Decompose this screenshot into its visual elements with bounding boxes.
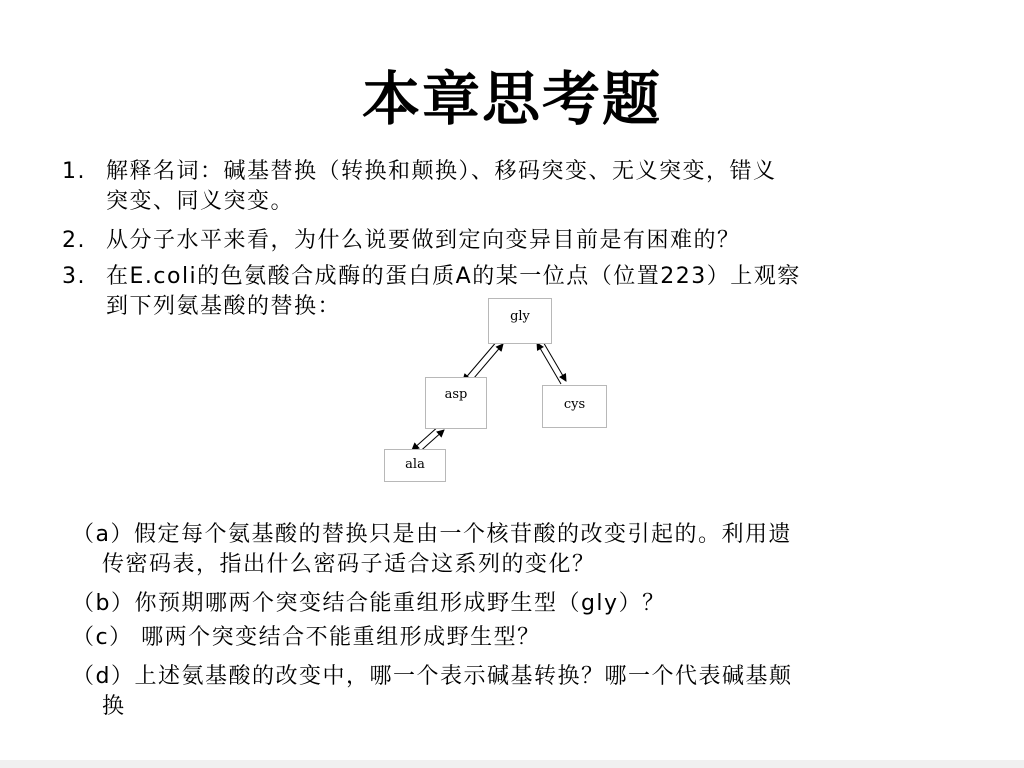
question-text-line2: 到下列氨基酸的替换： — [106, 294, 342, 319]
question-text-line1: 在E.coli的色氨酸合成酶的蛋白质A的某一位点（位置223）上观察 — [106, 264, 801, 289]
node-label: gly — [510, 309, 530, 324]
amino-acid-substitution-diagram — [370, 295, 640, 495]
bottom-bar — [0, 760, 1024, 768]
subquestion-text-line2: 传密码表，指出什么密码子适合这系列的变化？ — [102, 552, 596, 577]
question-1 — [62, 157, 942, 217]
subquestion-b — [72, 589, 952, 619]
question-number: 1. — [62, 159, 86, 184]
node-asp — [425, 377, 487, 429]
arrow-cys-to-gly — [537, 343, 561, 384]
question-2 — [62, 226, 942, 256]
node-label: cys — [563, 397, 586, 412]
question-number: 2. — [62, 228, 86, 253]
slide-title: 本章思考题 — [361, 65, 662, 133]
question-text-line2: 突变、同义突变。 — [106, 189, 295, 214]
arrow-gly-to-asp — [463, 340, 498, 381]
arrow-gly-to-cys — [542, 340, 566, 381]
subquestion-d — [72, 662, 952, 722]
subquestion-text-line1: （c） 哪两个突变结合不能重组形成野生型？ — [72, 625, 541, 650]
subquestion-text-line1: （a）假定每个氨基酸的替换只是由一个核苷酸的改变引起的。利用遗 — [72, 522, 792, 547]
node-label: asp — [444, 387, 468, 402]
subquestion-text-line1: （b）你预期哪两个突变结合能重组形成野生型（gly）？ — [72, 591, 666, 616]
subquestion-a — [72, 520, 952, 580]
subquestion-text-line2: 换 — [102, 694, 126, 719]
subquestion-c — [72, 623, 952, 653]
subquestion-text-line1: （d）上述氨基酸的改变中，哪一个表示碱基转换？哪一个代表碱基颠 — [72, 664, 793, 689]
question-text-line1: 解释名词：碱基替换（转换和颠换）、移码突变、无义突变，错义 — [106, 159, 777, 184]
question-number: 3. — [62, 264, 86, 289]
node-gly — [488, 298, 552, 344]
question-text-line1: 从分子水平来看，为什么说要做到定向变异目前是有困难的？ — [106, 228, 741, 253]
node-ala — [384, 449, 446, 482]
node-label: ala — [405, 457, 425, 472]
node-cys — [542, 385, 607, 428]
